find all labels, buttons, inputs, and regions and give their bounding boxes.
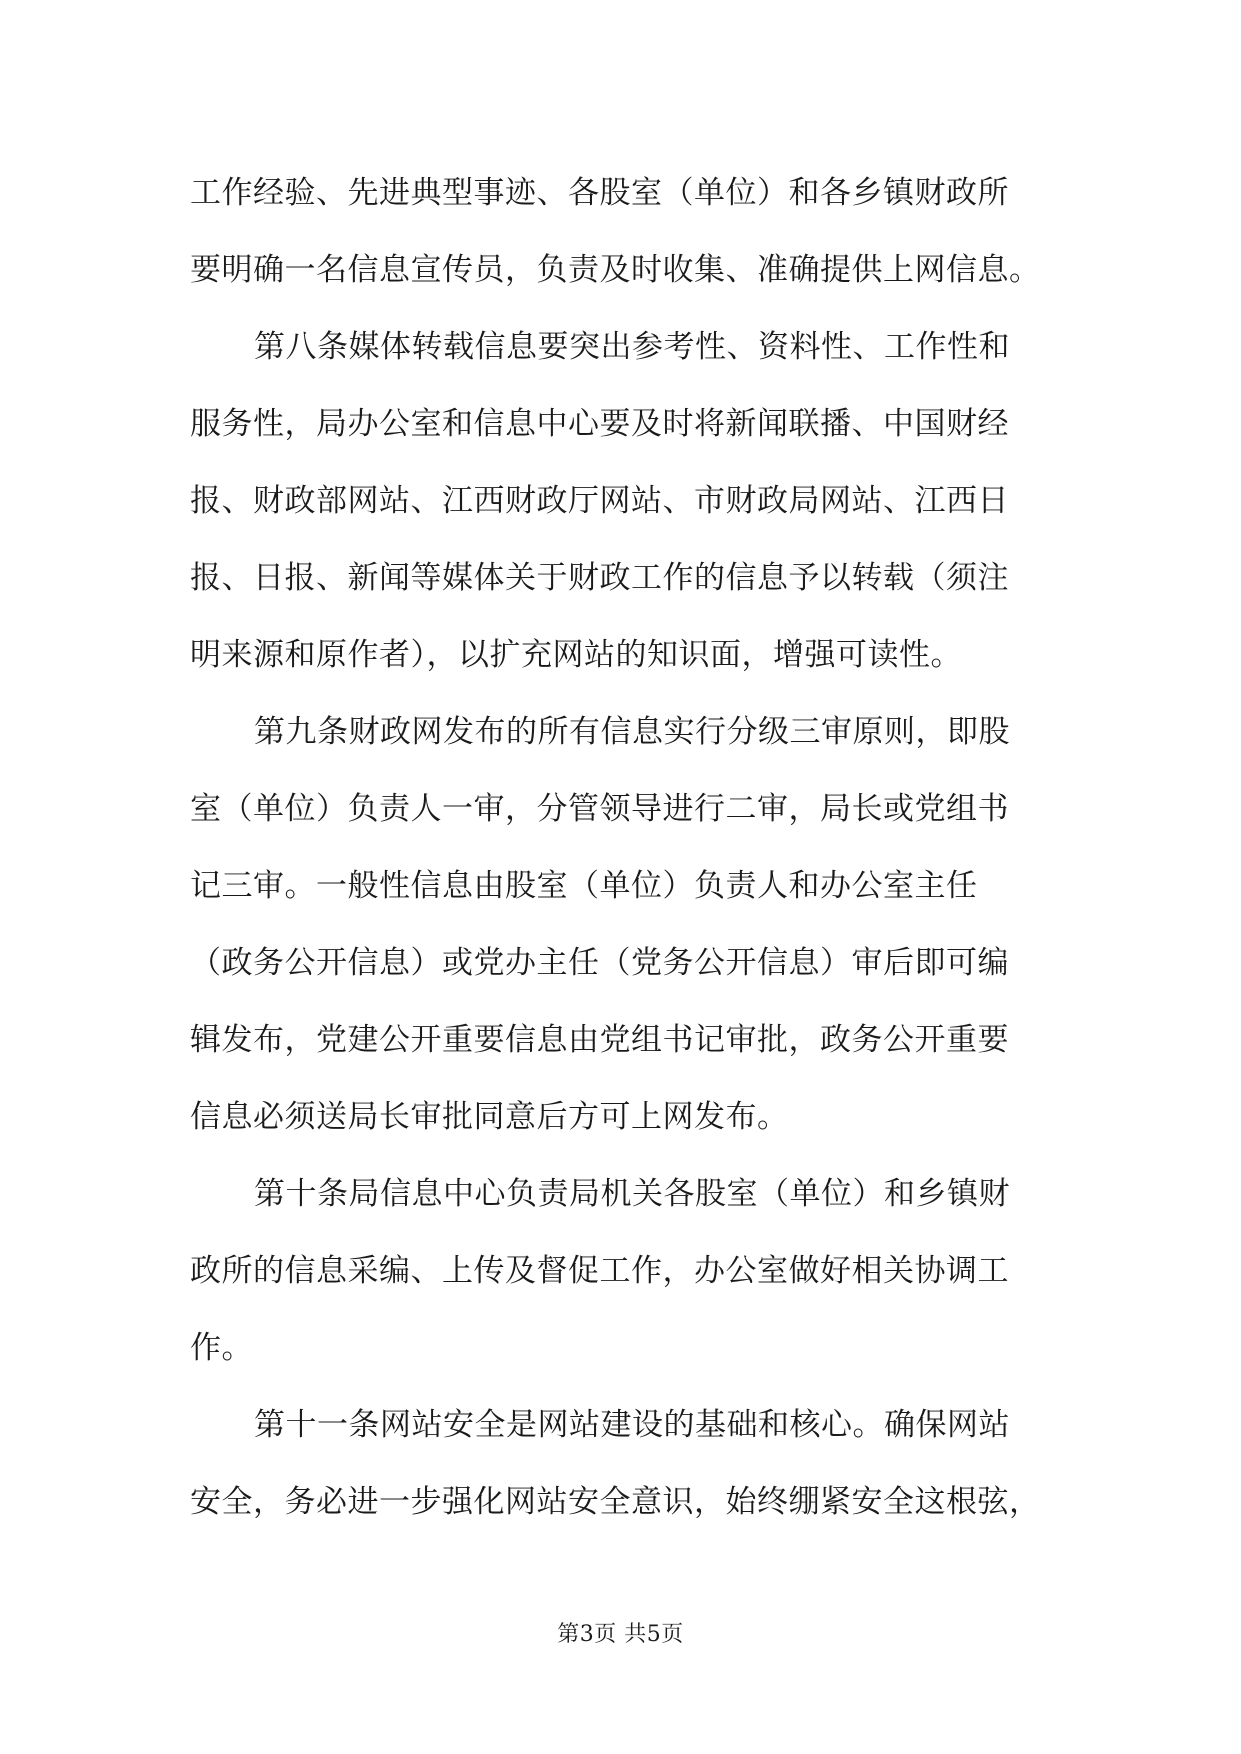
- body-line: 第九条财政网发布的所有信息实行分级三审原则，即股: [254, 714, 1010, 750]
- body-line: 记三审。一般性信息由股室（单位）负责人和办公室主任: [190, 868, 978, 904]
- page-number-footer: 第3页 共5页: [557, 1622, 684, 1647]
- body-line: 明来源和原作者），以扩充网站的知识面，增强可读性。: [190, 637, 962, 673]
- body-line: 第十一条网站安全是网站建设的基础和核心。确保网站: [254, 1407, 1010, 1443]
- body-line: 室（单位）负责人一审，分管领导进行二审，局长或党组书: [190, 791, 1009, 827]
- body-line: 作。: [190, 1330, 253, 1366]
- body-line: 第十条局信息中心负责局机关各股室（单位）和乡镇财: [254, 1176, 1010, 1212]
- body-line: 信息必须送局长审批同意后方可上网发布。: [190, 1099, 789, 1135]
- body-line: 报、日报、新闻等媒体关于财政工作的信息予以转载（须注: [190, 560, 1009, 596]
- body-line: 工作经验、先进典型事迹、各股室（单位）和各乡镇财政所: [190, 175, 1009, 211]
- body-line: 辑发布，党建公开重要信息由党组书记审批，政务公开重要: [190, 1022, 1009, 1058]
- body-line: 第八条媒体转载信息要突出参考性、资料性、工作性和: [254, 329, 1010, 365]
- body-line: 要明确一名信息宣传员，负责及时收集、准确提供上网信息。: [190, 252, 1041, 288]
- body-line: 服务性，局办公室和信息中心要及时将新闻联播、中国财经: [190, 406, 1009, 442]
- body-line: 报、财政部网站、江西财政厅网站、市财政局网站、江西日: [190, 483, 1009, 519]
- body-line: 安全，务必进一步强化网站安全意识，始终绷紧安全这根弦，: [190, 1484, 1041, 1520]
- document-body: [190, 155, 1048, 1541]
- body-line: 政所的信息采编、上传及督促工作，办公室做好相关协调工: [190, 1253, 1009, 1289]
- body-line: （政务公开信息）或党办主任（党务公开信息）审后即可编: [190, 945, 1009, 981]
